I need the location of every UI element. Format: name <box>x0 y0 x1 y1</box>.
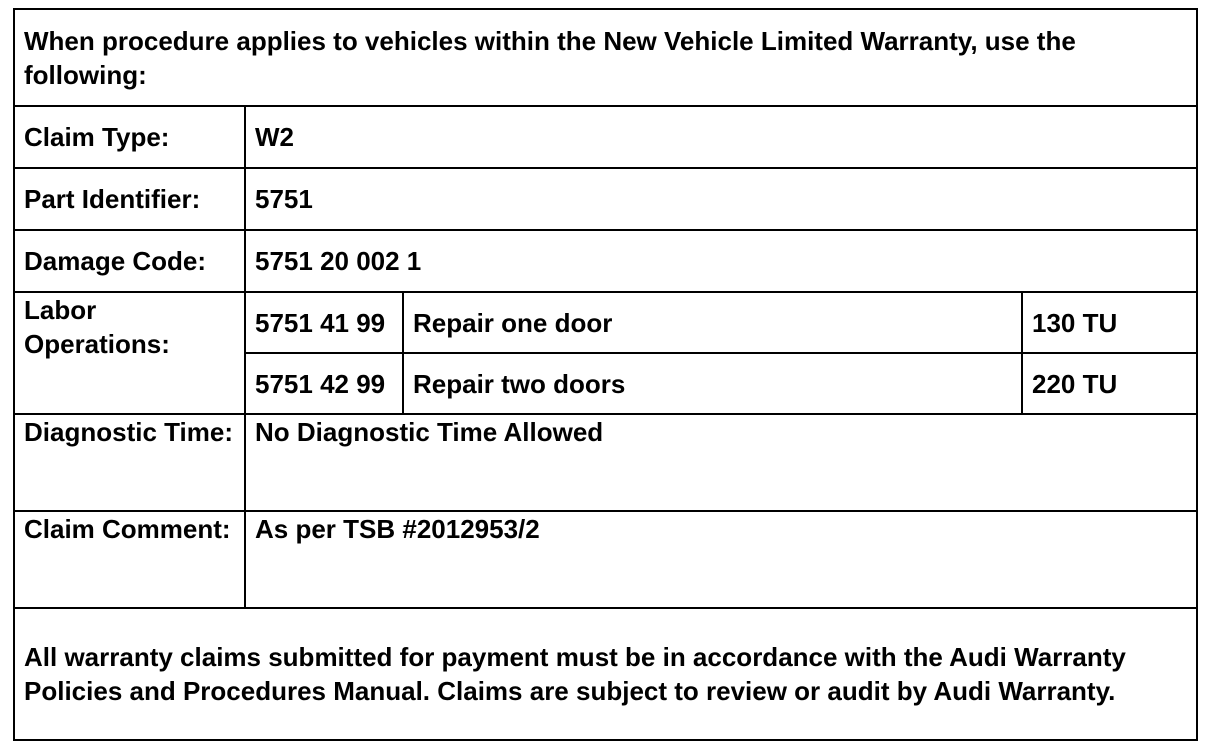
claim-type-label: Claim Type: <box>14 106 245 168</box>
header-row <box>14 9 1197 106</box>
diagnostic-time-label: Diagnostic Time: <box>14 414 245 511</box>
header-text: When procedure applies to vehicles within the New Vehicle Limited Warranty, use the following: <box>14 9 1197 106</box>
labor-operation-description: Repair one door <box>403 292 1022 353</box>
labor-operations-label: Labor Operations: <box>14 292 245 414</box>
warranty-claim-table <box>13 8 1198 741</box>
claim-comment-row <box>14 511 1197 608</box>
footer-text: All warranty claims submitted for payment must be in accordance with the Audi Warranty Policies and Procedures Manual. Claims are subject to review or audit by Audi Warranty. <box>14 608 1197 740</box>
claim-type-value: W2 <box>245 106 1197 168</box>
part-identifier-value: 5751 <box>245 168 1197 230</box>
diagnostic-time-value: No Diagnostic Time Allowed <box>245 414 1197 511</box>
damage-code-value: 5751 20 002 1 <box>245 230 1197 292</box>
diagnostic-time-row <box>14 414 1197 511</box>
footer-row <box>14 608 1197 740</box>
labor-operation-row <box>14 292 1197 353</box>
part-identifier-label: Part Identifier: <box>14 168 245 230</box>
damage-code-row <box>14 230 1197 292</box>
claim-type-row <box>14 106 1197 168</box>
labor-operation-time: 130 TU <box>1022 292 1197 353</box>
claim-comment-value: As per TSB #2012953/2 <box>245 511 1197 608</box>
part-identifier-row <box>14 168 1197 230</box>
labor-operation-time: 220 TU <box>1022 353 1197 414</box>
labor-operation-code: 5751 41 99 <box>245 292 403 353</box>
labor-operation-description: Repair two doors <box>403 353 1022 414</box>
damage-code-label: Damage Code: <box>14 230 245 292</box>
labor-operation-code: 5751 42 99 <box>245 353 403 414</box>
claim-comment-label: Claim Comment: <box>14 511 245 608</box>
